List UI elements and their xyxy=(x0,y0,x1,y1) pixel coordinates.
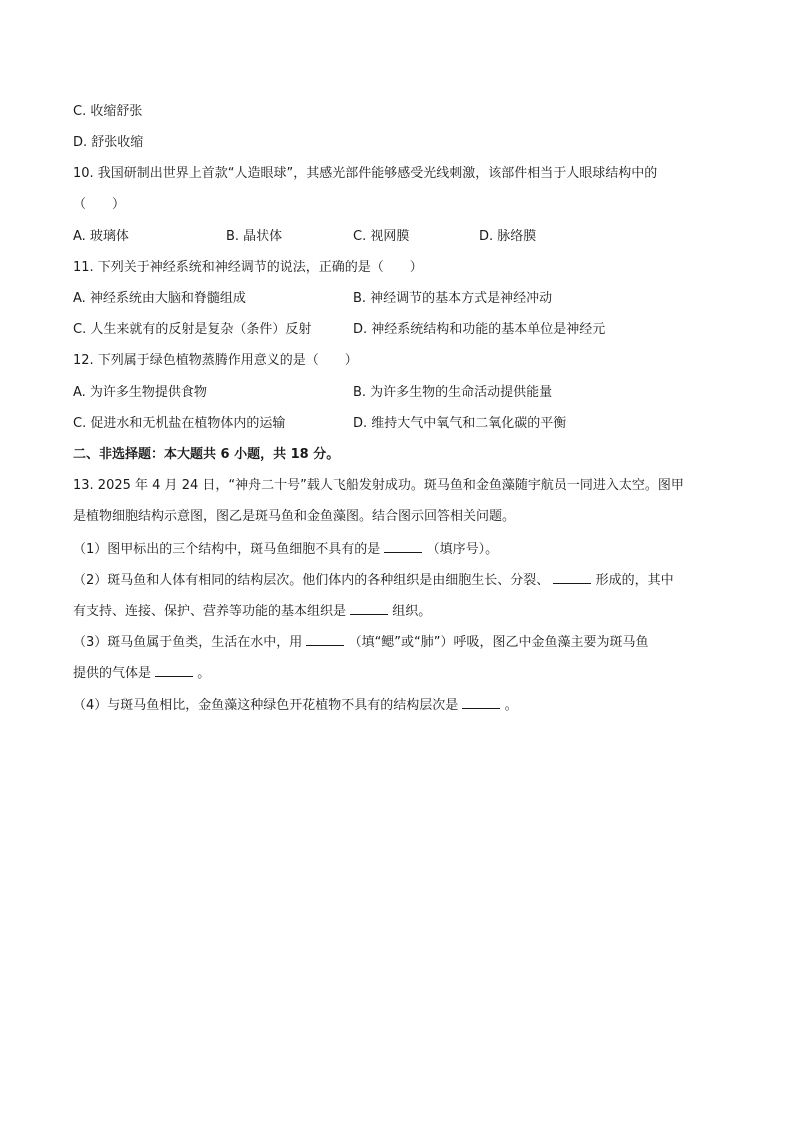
section-heading: 二、非选择题：本大题共 6 小题，共 18 分。 xyxy=(73,447,340,462)
q11-stem: 11. 下列关于神经系统和神经调节的说法，正确的是（ ） xyxy=(73,260,423,275)
q12-option-b: B. 为许多生物的生命活动提供能量 xyxy=(353,385,553,400)
q12-option-d: D. 维持大气中氧气和二氧化碳的平衡 xyxy=(353,416,567,431)
q10-option-a: A. 玻璃体 xyxy=(73,229,129,244)
q11-option-c: C. 人生来就有的反射是复杂（条件）反射 xyxy=(73,322,312,337)
q10-option-d: D. 脉络膜 xyxy=(479,229,537,244)
q13-part1-text-a: （1）图甲标出的三个结构中，斑马鱼细胞不具有的是 xyxy=(73,542,381,557)
q12-option-c: C. 促进水和无机盐在植物体内的运输 xyxy=(73,416,286,431)
q13-part3-text-a: （3）斑马鱼属于鱼类，生活在水中，用 xyxy=(73,635,303,650)
q13-part4-answer-blank[interactable] xyxy=(462,696,500,709)
q10-stem-line1: 10. 我国研制出世界上首款“人造眼球”，其感光部件能够感受光线刺激，该部件相当于人眼球结构中的 xyxy=(73,166,658,181)
q13-part4-text-b: 。 xyxy=(504,698,518,713)
q9-option-d: D. 舒张收缩 xyxy=(73,135,144,150)
q12-option-a: A. 为许多生物提供食物 xyxy=(73,385,207,400)
q13-part3-line1 xyxy=(73,633,649,652)
q13-part2-line2 xyxy=(73,602,431,621)
q13-part2-line2-text-b: 组织。 xyxy=(392,604,432,619)
q13-part3-answer-blank-2[interactable] xyxy=(155,664,193,677)
q13-intro-line1: 13. 2025 年 4 月 24 日，“神舟二十号”载人飞船发射成功。斑马鱼和金鱼藻随宇航员一同进入太空。图甲 xyxy=(73,478,684,493)
q10-stem-line2: （ ） xyxy=(73,197,126,212)
q11-option-b: B. 神经调节的基本方式是神经冲动 xyxy=(353,291,553,306)
q13-part3-text-b: （填“鳃”或“肺”）呼吸，图乙中金鱼藻主要为斑马鱼 xyxy=(348,635,649,650)
q13-part3-line2 xyxy=(73,664,210,683)
q13-part3-line2-text-a: 提供的气体是 xyxy=(73,666,152,681)
q13-part2-text-a: （2）斑马鱼和人体有相同的结构层次。他们体内的各种组织是由细胞生长、分裂、 xyxy=(73,573,550,588)
q13-part3-line2-text-b: 。 xyxy=(197,666,211,681)
q13-part1-answer-blank[interactable] xyxy=(384,540,422,553)
q13-part3-answer-blank-1[interactable] xyxy=(306,633,344,646)
q9-option-c: C. 收缩舒张 xyxy=(73,104,143,119)
q13-part1 xyxy=(73,540,498,559)
q13-part2-line1 xyxy=(73,571,674,590)
q13-part1-text-b: （填序号）。 xyxy=(426,542,499,557)
q10-option-b: B. 晶状体 xyxy=(226,229,283,244)
q11-option-a: A. 神经系统由大脑和脊髓组成 xyxy=(73,291,246,306)
q11-option-d: D. 神经系统结构和功能的基本单位是神经元 xyxy=(353,322,606,337)
q12-stem: 12. 下列属于绿色植物蒸腾作用意义的是（ ） xyxy=(73,353,358,368)
q13-intro-line2: 是植物细胞结构示意图，图乙是斑马鱼和金鱼藻图。结合图示回答相关问题。 xyxy=(73,509,516,524)
q13-part2-answer-blank-2[interactable] xyxy=(350,602,388,615)
q10-option-c: C. 视网膜 xyxy=(353,229,410,244)
q13-part2-line2-text-a: 有支持、连接、保护、营养等功能的基本组织是 xyxy=(73,604,347,619)
q13-part2-answer-blank-1[interactable] xyxy=(553,571,591,584)
q13-part4 xyxy=(73,696,518,715)
q13-part2-text-b: 形成的，其中 xyxy=(595,573,674,588)
q13-part4-text-a: （4）与斑马鱼相比，金鱼藻这种绿色开花植物不具有的结构层次是 xyxy=(73,698,459,713)
